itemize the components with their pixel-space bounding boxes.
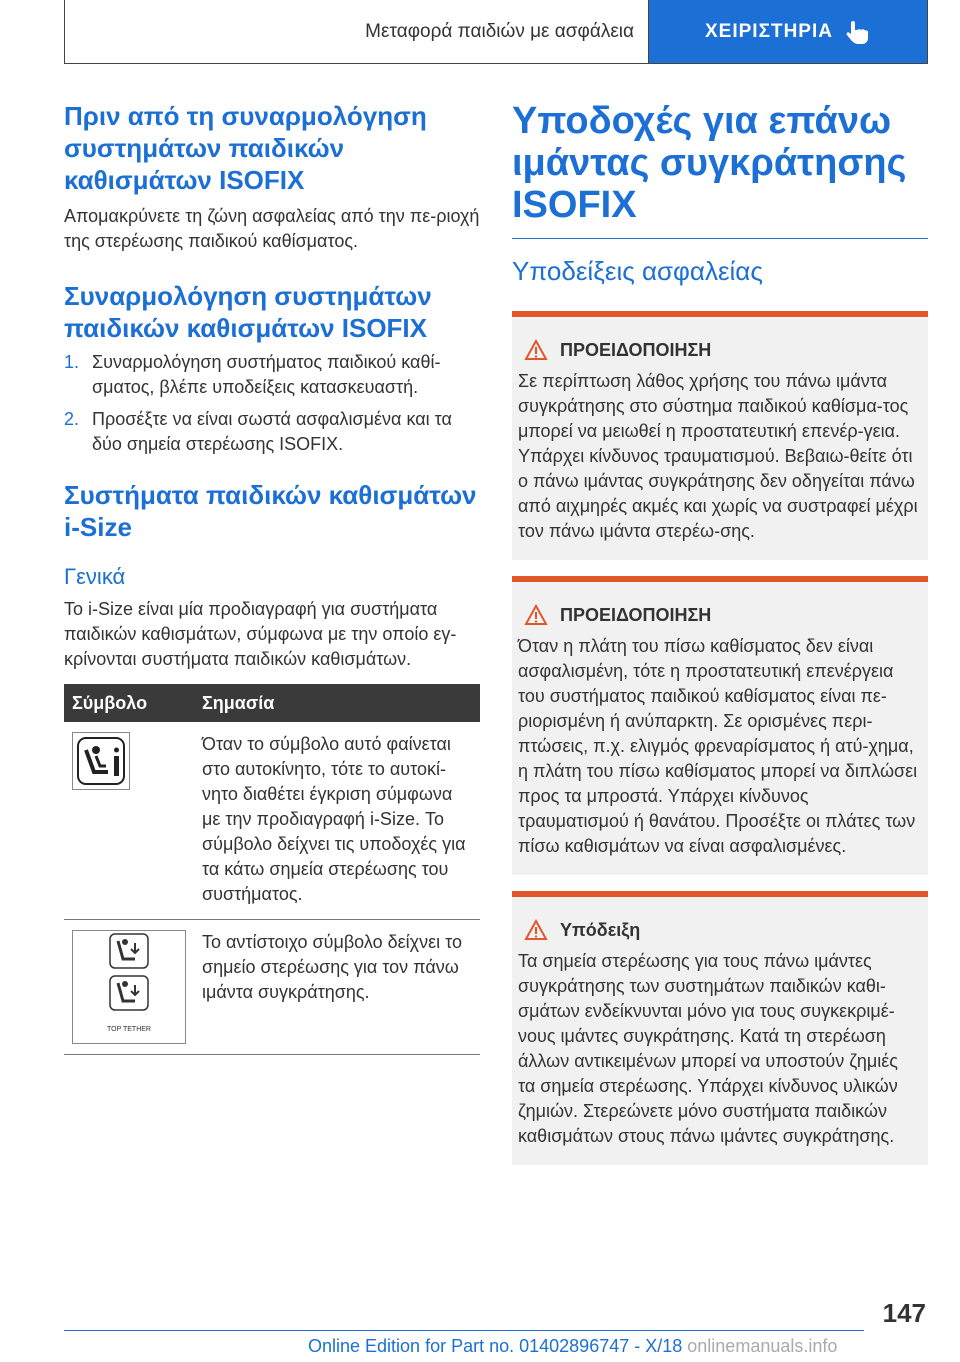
step-number: 2. — [64, 409, 80, 429]
list-item — [64, 350, 480, 400]
chapter-label: ΧΕΙΡΙΣΤΗΡΙΑ — [705, 20, 833, 42]
step-number: 1. — [64, 352, 80, 372]
heading-safety: Υποδείξεις ασφαλείας — [512, 256, 763, 286]
seat-anchor-icon — [109, 933, 149, 969]
hand-pointer-icon — [843, 18, 871, 46]
note-title: Υπόδειξη — [560, 919, 641, 940]
warning-triangle-icon — [524, 604, 548, 626]
page-number: 147 — [882, 1298, 926, 1328]
icon-caption: TOP TETHER — [107, 1025, 151, 1033]
seat-anchor-icon — [109, 975, 149, 1011]
note-box — [512, 891, 928, 1165]
warning-text: Σε περίπτωση λάθος χρήσης του πάνω ιμάντα συγκράτησης στο σύστημα παιδικού καθίσμα-τος μπορεί να μειωθεί η προστατευτική επενέρ-γεια. Υπάρχει κίνδυνος τραυματισμού. Βεβαιω-θείτε ότι ο πάνω ιμάντας συγκράτησης δεν οδηγείται πάνω από αιχμηρές ακμές και χωρίς να συστραφεί μέχρι τον πάνω ιμάντα στερέω-σης. — [518, 371, 918, 541]
symbol-cell — [64, 722, 194, 920]
right-column — [512, 100, 928, 1165]
warning-box — [512, 576, 928, 875]
edition-footer — [308, 1336, 837, 1357]
footer-divider — [64, 1330, 864, 1331]
meaning-cell: Το αντίστοιχο σύμβολο δείχνει το σημείο στερέωσης για τον πάνω ιμάντα συγκράτησης. — [194, 920, 480, 1055]
symbol-cell — [64, 920, 194, 1055]
warning-triangle-icon — [524, 919, 548, 941]
left-column — [64, 100, 480, 1055]
heading-divider — [512, 238, 928, 239]
note-text: Τα σημεία στερέωσης για τους πάνω ιμάντες συγκράτησης των συστημάτων παιδικών καθι-σμάτων ενδείκνυνται μόνο για τους συγκεκριμέ-νους ιμάντες συγκράτησης. Κατά τη στερέωση άλλων αντικειμένων μπορεί να υποστούν ζημιές τα σημεία στερέωσης. Υπάρχει κίνδυνος υλικών ζημιών. Στερεώνετε μόνο συστήματα παιδικών καθισμάτων στους πάνω ιμάντες συγκράτησης. — [518, 951, 898, 1146]
i-size-seat-icon — [72, 732, 130, 790]
warning-title: ΠΡΟΕΙΔΟΠΟΙΗΣΗ — [560, 604, 712, 625]
chapter-tab[interactable] — [649, 0, 927, 63]
step-text: Προσέξτε να είναι σωστά ασφαλισμένα και τα δύο σημεία στερέωσης ISOFIX. — [92, 409, 452, 454]
list-item — [64, 407, 480, 457]
warning-box — [512, 311, 928, 560]
table-row — [64, 920, 480, 1055]
heading-isize: Συστήματα παιδικών καθισμάτων i-Size — [64, 480, 477, 542]
page-header — [64, 0, 928, 64]
symbol-table — [64, 684, 480, 1055]
step-text: Συναρμολόγηση συστήματος παιδικού καθί-σματος, βλέπε υποδείξεις κατασκευαστή. — [92, 352, 441, 397]
table-row — [64, 722, 480, 920]
heading-assembly: Συναρμολόγηση συστημάτων παιδικών καθισμάτων ISOFIX — [64, 281, 432, 343]
edition-text: Online Edition for Part no. 01402896747 - X/18 — [308, 1336, 683, 1356]
warning-triangle-icon — [524, 339, 548, 361]
warning-title: ΠΡΟΕΙΔΟΠΟΙΗΣΗ — [560, 339, 712, 360]
warning-text: Όταν η πλάτη του πίσω καθίσματος δεν είναι ασφαλισμένη, τότε η προστατευτική επενέργεια του συστήματος παιδικού καθίσματος είναι πε-ριορισμένη ή ανύπαρκτη. Σε ορισμένες περι-πτώσεις, π.χ. ελιγμός φρεναρίσματος ή ατύ-χημα, η πλάτη του πίσω καθίσματος μπορεί να διπλώσει προς τα μπροστά. Υπάρχει κίνδυνος τραυματισμού ή θανάτου. Προσέξτε οι πλάτες των πίσω καθισμάτων να είναι ασφαλισμένες. — [518, 636, 918, 856]
heading-before-assembly: Πριν από τη συναρμολόγηση συστημάτων παιδικών καθισμάτων ISOFIX — [64, 101, 427, 195]
meaning-cell: Όταν το σύμβολο αυτό φαίνεται στο αυτοκίνητο, τότε το αυτοκί-νητο διαθέτει έγκριση σύμφωνα με την προδιαγραφή i-Size. Το σύμβολο δείχνει τις υποδοχές για τα κάτω σημεία στερέωσης του συστήματος. — [194, 722, 480, 920]
watermark-text: onlinemanuals.info — [687, 1336, 838, 1356]
top-tether-icon — [72, 930, 186, 1044]
paragraph-general: Το i-Size είναι μία προδιαγραφή για συστήματα παιδικών καθισμάτων, σύμφωνα με την οποίο εγ-κρίνονται συστήματα παιδικών καθισμάτων. — [64, 599, 457, 669]
heading-main: Υποδοχές για επάνω ιμάντας συγκράτησης ISOFIX — [512, 100, 907, 226]
assembly-steps — [64, 350, 480, 457]
heading-general: Γενικά — [64, 564, 126, 589]
column-header-meaning: Σημασία — [194, 684, 480, 722]
section-title: Μεταφορά παιδιών με ασφάλεια — [65, 0, 649, 63]
column-header-symbol: Σύμβολο — [64, 684, 194, 722]
paragraph-before-assembly: Απομακρύνετε τη ζώνη ασφαλείας από την πε-ριοχή της στερέωσης παιδικού καθίσματος. — [64, 206, 480, 251]
